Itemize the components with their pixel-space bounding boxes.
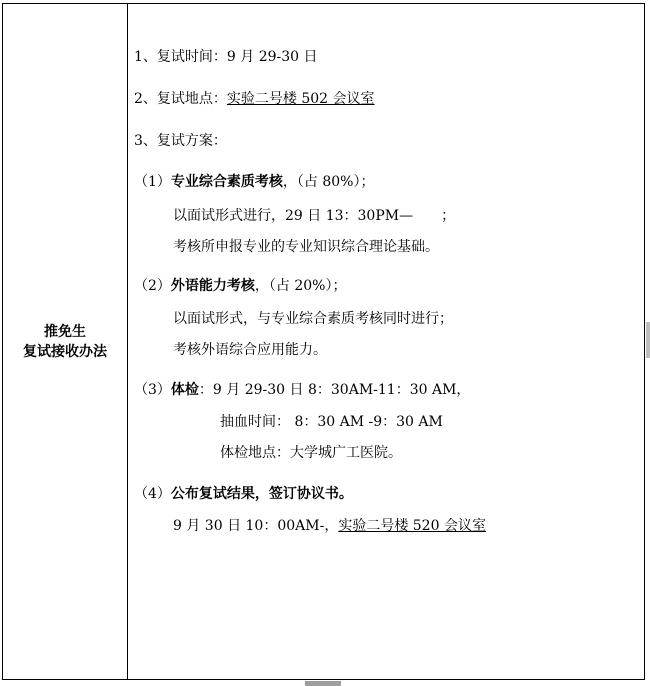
document-table — [2, 3, 645, 680]
section4-title — [134, 485, 353, 503]
row-label-line1: 推免生 — [44, 323, 86, 340]
section1-line2: 以面试形式进行，29 日 13：30PM— ； — [173, 208, 456, 224]
section2-title — [134, 277, 347, 295]
section4-line2 — [173, 517, 486, 535]
section3-number: （3） — [134, 382, 171, 398]
section4-room: 实验二号楼 520 会议室 — [338, 518, 486, 534]
section2-weight: ，（占 20%）； — [254, 278, 347, 294]
retest-place — [134, 90, 375, 108]
section1-bold: 专业综合素质考核 — [170, 174, 283, 190]
retest-time: 1、复试时间：9 月 29-30 日 — [134, 49, 318, 65]
section3-date: ：9 月 29-30 日 8：30AM-11：30 AM， — [198, 382, 471, 398]
row-label-line2: 复试接收办法 — [23, 343, 107, 360]
retest-plan-heading: 3、复试方案： — [134, 133, 227, 149]
section4-number: （4） — [134, 486, 171, 502]
section3-line2: 抽血时间： 8：30 AM -9：30 AM — [220, 414, 443, 430]
section1-title — [134, 173, 375, 191]
section2-line2: 以面试形式，与专业综合素质考核同时进行； — [173, 311, 453, 327]
section4-time: 9 月 30 日 10：00AM-， — [173, 518, 339, 534]
section1-weight: ，（占 80%）； — [282, 174, 375, 190]
section2-number: （2） — [134, 278, 171, 294]
page-bottom-mark — [305, 681, 341, 686]
section3-line3: 体检地点：大学城广工医院。 — [220, 445, 402, 461]
section3-title — [134, 381, 470, 399]
section2-bold: 外语能力考核 — [170, 278, 255, 294]
column-divider — [127, 4, 128, 679]
retest-place-prefix: 2、复试地点： — [134, 91, 227, 107]
section4-bold: 公布复试结果，签订协议书。 — [170, 486, 353, 502]
scroll-edge-mark — [646, 322, 650, 358]
section1-number: （1） — [134, 174, 171, 190]
section1-line3: 考核所申报专业的专业知识综合理论基础。 — [173, 239, 439, 255]
row-label — [23, 322, 107, 362]
row-label-cell — [3, 4, 127, 679]
retest-place-room: 实验二号楼 502 会议室 — [226, 91, 375, 107]
section2-line3: 考核外语综合应用能力。 — [173, 342, 327, 358]
section3-bold: 体检 — [170, 382, 199, 398]
